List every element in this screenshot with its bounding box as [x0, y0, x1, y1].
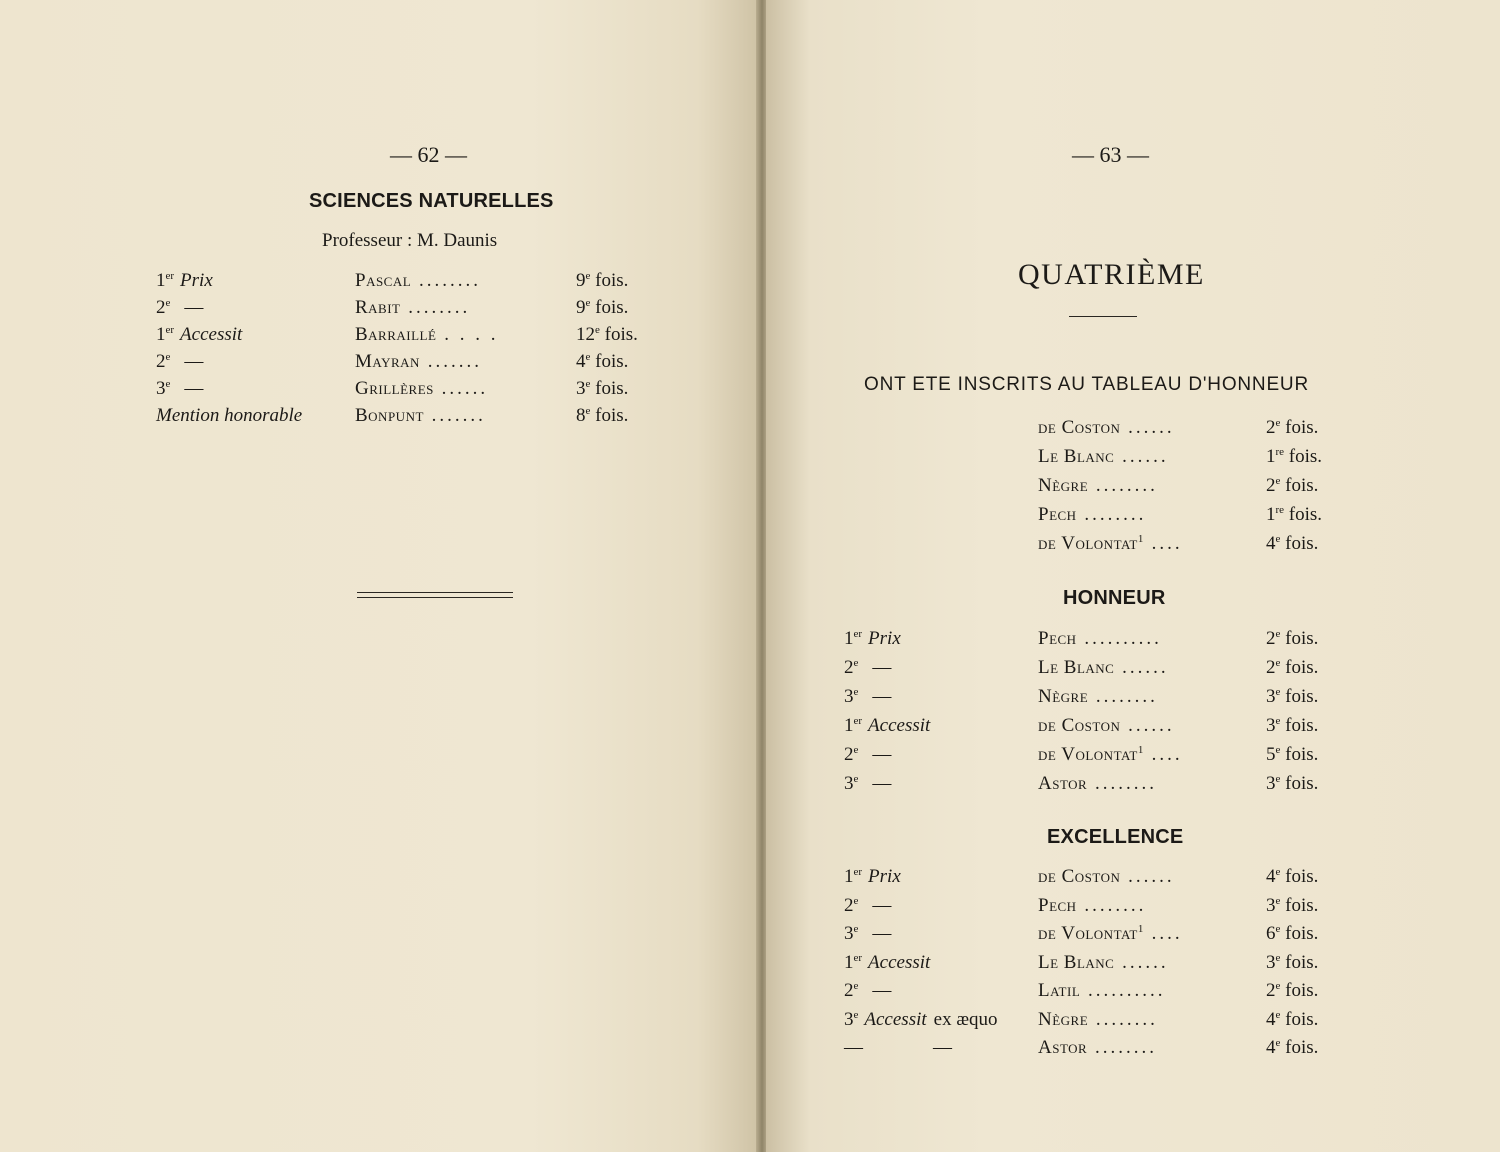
times-count: 9e fois. — [576, 270, 629, 291]
leader-dots: ........ — [1076, 894, 1147, 916]
award-row — [844, 980, 1364, 1006]
award-label: Prix — [180, 270, 213, 291]
leader-dots: ...... — [1114, 446, 1169, 467]
professor-line: Professeur : M. Daunis — [322, 230, 498, 251]
times-suffix: e — [585, 297, 591, 309]
award-row — [1038, 504, 1358, 530]
leader-dots: ........ — [1088, 686, 1158, 707]
times-suffix: e — [1275, 980, 1281, 992]
times-suffix: e — [585, 378, 591, 390]
award-label: — — [872, 686, 892, 707]
student-name: de Volontat$^1$ .... — [1038, 923, 1183, 944]
award-label: — — [872, 923, 892, 944]
award-row — [844, 715, 1364, 741]
student-name: Le Blanc ...... — [1038, 951, 1169, 973]
award-row — [156, 405, 676, 431]
leader-dots: ...... — [1120, 715, 1175, 736]
award-row — [1038, 533, 1358, 559]
award-row — [844, 686, 1364, 712]
award-rank — [156, 405, 302, 427]
times-suffix: re — [1275, 504, 1285, 516]
times-count: 2e fois. — [1266, 980, 1319, 1001]
student-name: Pech .......... — [1038, 628, 1162, 649]
award-row — [844, 952, 1364, 978]
award-rank: 3e — — [156, 378, 204, 399]
leader-dots: ........ — [1076, 504, 1147, 525]
leader-dots: ...... — [1120, 417, 1175, 438]
footnote-mark: 1 — [1137, 533, 1144, 545]
student-name: de Volontat$^1$ .... — [1038, 744, 1183, 765]
student-name: Nègre ........ — [1038, 686, 1158, 707]
rank-suffix: e — [165, 378, 171, 390]
times-count: 4e fois. — [576, 351, 629, 372]
award-label: Prix — [868, 628, 901, 649]
times-suffix: e — [1275, 657, 1281, 669]
rank-suffix: e — [853, 744, 859, 756]
award-label-extra: ex æquo — [933, 1008, 998, 1030]
award-row — [156, 270, 676, 296]
student-name: Bonpunt ....... — [355, 405, 486, 426]
leader-dots: .... — [1143, 744, 1183, 765]
award-row — [1038, 417, 1358, 443]
times-count: 12e fois. — [576, 324, 638, 345]
footnote-mark: 1 — [1137, 923, 1144, 935]
award-row — [156, 351, 676, 377]
leader-dots: ....... — [423, 405, 486, 426]
award-row — [1038, 446, 1358, 472]
rank-suffix: er — [165, 270, 175, 282]
rank-suffix: er — [165, 324, 175, 336]
leader-dots: ...... — [433, 378, 489, 399]
rank-suffix: e — [165, 297, 171, 309]
award-row — [844, 923, 1364, 949]
student-name: Mayran ....... — [355, 351, 482, 372]
award-label: — — [872, 657, 892, 678]
times-count: 3e fois. — [1266, 894, 1319, 916]
award-rank: 1er Prix — [156, 270, 213, 291]
times-count: 3e fois. — [1266, 951, 1319, 973]
award-rank: 1er Prix — [844, 628, 901, 649]
award-label: — — [872, 894, 892, 916]
leader-dots: .... — [1143, 923, 1183, 944]
leader-dots: .......... — [1076, 628, 1162, 649]
section-divider — [357, 592, 513, 593]
leader-dots: .... — [1143, 533, 1183, 554]
rank-suffix: e — [853, 657, 859, 669]
times-count: 4e fois. — [1266, 1037, 1319, 1058]
award-label: Accessit — [868, 951, 931, 973]
student-name: Nègre ........ — [1038, 475, 1158, 496]
award-rank: 2e — — [844, 980, 892, 1001]
student-name: de Coston ...... — [1038, 866, 1175, 887]
leader-dots: . . . . — [436, 324, 499, 345]
award-rank: 2e — — [844, 657, 892, 678]
rank-suffix: er — [853, 715, 863, 727]
times-count: 4e fois. — [1266, 533, 1319, 554]
times-count: 2e fois. — [1266, 657, 1319, 678]
student-name: Barraillé . . . . — [355, 324, 499, 345]
student-name: Le Blanc ...... — [1038, 446, 1169, 467]
student-name: Grillères ...... — [355, 378, 489, 399]
leader-dots: ...... — [1120, 866, 1175, 887]
leader-dots: ...... — [1114, 657, 1169, 678]
rank-suffix: e — [853, 923, 859, 935]
times-count: 2e fois. — [1266, 628, 1319, 649]
award-rank: 1er Prix — [844, 866, 901, 887]
footnote-mark: 1 — [1137, 744, 1144, 756]
award-label: — — [184, 378, 204, 399]
right-page — [766, 0, 1500, 1152]
times-suffix: e — [1275, 686, 1281, 698]
page-number: — 62 — — [390, 142, 467, 167]
award-row — [844, 628, 1364, 654]
times-suffix: e — [1275, 894, 1281, 907]
award-label: Accessit — [864, 1008, 927, 1030]
times-suffix: e — [1275, 715, 1281, 727]
rank-suffix: er — [853, 951, 863, 964]
times-suffix: e — [595, 324, 600, 336]
award-rank: 1er Accessit — [844, 951, 931, 973]
award-label: Accessit — [868, 715, 931, 736]
times-count: 8e fois. — [576, 405, 629, 426]
award-label: — — [184, 351, 204, 372]
award-label: — — [872, 773, 892, 794]
rank-suffix: e — [853, 686, 859, 698]
times-count: 9e fois. — [576, 297, 629, 318]
times-count: 5e fois. — [1266, 744, 1319, 765]
leader-dots: ...... — [1114, 951, 1169, 973]
student-name: Pech ........ — [1038, 894, 1147, 916]
award-rank: 2e — — [844, 894, 892, 916]
times-suffix: e — [585, 351, 591, 363]
award-row — [156, 324, 676, 350]
rank-suffix: e — [165, 351, 171, 363]
award-rank: 2e — — [844, 744, 892, 765]
times-count: 3e fois. — [576, 378, 629, 399]
award-row — [844, 657, 1364, 683]
times-suffix: e — [585, 405, 591, 417]
rank-suffix: e — [853, 980, 859, 992]
award-rank: 3e Accessit ex æquo — [844, 1008, 998, 1030]
times-suffix: e — [1275, 951, 1281, 964]
award-label: Mention honorable — [156, 405, 303, 426]
award-rank: 2e — — [156, 351, 204, 372]
class-title: QUATRIÈME — [1018, 258, 1205, 291]
student-name: Rabit ........ — [355, 297, 471, 318]
times-suffix: e — [1275, 773, 1281, 785]
award-rank: 3e — — [844, 686, 892, 707]
leader-dots: ........ — [1087, 773, 1157, 794]
rank-suffix: er — [853, 628, 863, 640]
leader-dots: ........ — [411, 270, 481, 291]
times-count: 3e fois. — [1266, 686, 1319, 707]
times-suffix: e — [1275, 533, 1281, 545]
times-suffix: e — [1275, 628, 1281, 640]
award-rank: 3e — — [844, 923, 892, 944]
award-rank: 1er Accessit — [156, 324, 243, 345]
award-row — [844, 866, 1364, 892]
times-suffix: e — [1275, 475, 1281, 487]
times-suffix: e — [1275, 1037, 1281, 1049]
award-rank: 1er Accessit — [844, 715, 931, 736]
award-row — [844, 895, 1364, 921]
leader-dots: ........ — [400, 297, 471, 318]
award-row — [844, 1037, 1364, 1063]
leader-dots: .......... — [1080, 980, 1166, 1001]
times-count: 3e fois. — [1266, 773, 1319, 794]
award-label: Accessit — [180, 324, 243, 345]
times-suffix: e — [1275, 744, 1281, 756]
times-count: 4e fois. — [1266, 1008, 1319, 1030]
student-name: Pascal ........ — [355, 270, 481, 291]
page-number: — 63 — — [1072, 142, 1149, 167]
times-count: 6e fois. — [1266, 923, 1319, 944]
award-row — [1038, 475, 1358, 501]
award-rank: — — — [844, 1037, 952, 1058]
award-label: — — [184, 297, 204, 318]
student-name: Nègre ........ — [1038, 1008, 1158, 1030]
student-name: Astor ........ — [1038, 1037, 1157, 1058]
times-suffix: e — [1275, 1008, 1281, 1021]
award-label: — — [872, 744, 892, 765]
rank-suffix: e — [853, 894, 859, 907]
times-count: 2e fois. — [1266, 417, 1319, 438]
award-row — [844, 744, 1364, 770]
student-name: de Coston ...... — [1038, 715, 1175, 736]
award-row — [156, 297, 676, 323]
times-suffix: e — [1275, 866, 1281, 878]
award-label: — — [872, 980, 892, 1001]
rank-suffix: e — [853, 773, 859, 785]
student-name: de Coston ...... — [1038, 417, 1175, 438]
honneur-title: HONNEUR — [1063, 587, 1166, 609]
section-title: SCIENCES NATURELLES — [309, 190, 554, 212]
times-count: 4e fois. — [1266, 866, 1319, 887]
excellence-title: EXCELLENCE — [1047, 826, 1184, 848]
subtitle: ONT ETE INSCRITS AU TABLEAU D'HONNEUR — [864, 374, 1309, 395]
times-suffix: e — [1275, 923, 1281, 935]
student-name: de Volontat$^1$ .... — [1038, 533, 1183, 554]
award-rank: 2e — — [156, 297, 204, 318]
times-suffix: re — [1275, 446, 1285, 458]
times-suffix: e — [1275, 417, 1281, 429]
award-label-extra: — — [933, 1037, 952, 1058]
award-rank: 3e — — [844, 773, 892, 794]
times-count: 1re fois. — [1266, 446, 1323, 467]
section-divider — [357, 597, 513, 598]
student-name: Pech ........ — [1038, 504, 1147, 525]
student-name: Le Blanc ...... — [1038, 657, 1169, 678]
times-suffix: e — [585, 270, 591, 282]
student-name: Latil .......... — [1038, 980, 1166, 1001]
times-count: 1re fois. — [1266, 504, 1323, 525]
leader-dots: ........ — [1088, 1008, 1158, 1030]
times-count: 2e fois. — [1266, 475, 1319, 496]
award-label: Prix — [868, 866, 901, 887]
times-count: 3e fois. — [1266, 715, 1319, 736]
student-name: Astor ........ — [1038, 773, 1157, 794]
award-row — [844, 773, 1364, 799]
leader-dots: ....... — [419, 351, 482, 372]
rank-suffix: e — [853, 1008, 859, 1021]
title-rule — [1069, 316, 1137, 317]
leader-dots: ........ — [1087, 1037, 1157, 1058]
award-row — [156, 378, 676, 404]
award-row — [844, 1009, 1364, 1035]
leader-dots: ........ — [1088, 475, 1158, 496]
rank-suffix: er — [853, 866, 863, 878]
